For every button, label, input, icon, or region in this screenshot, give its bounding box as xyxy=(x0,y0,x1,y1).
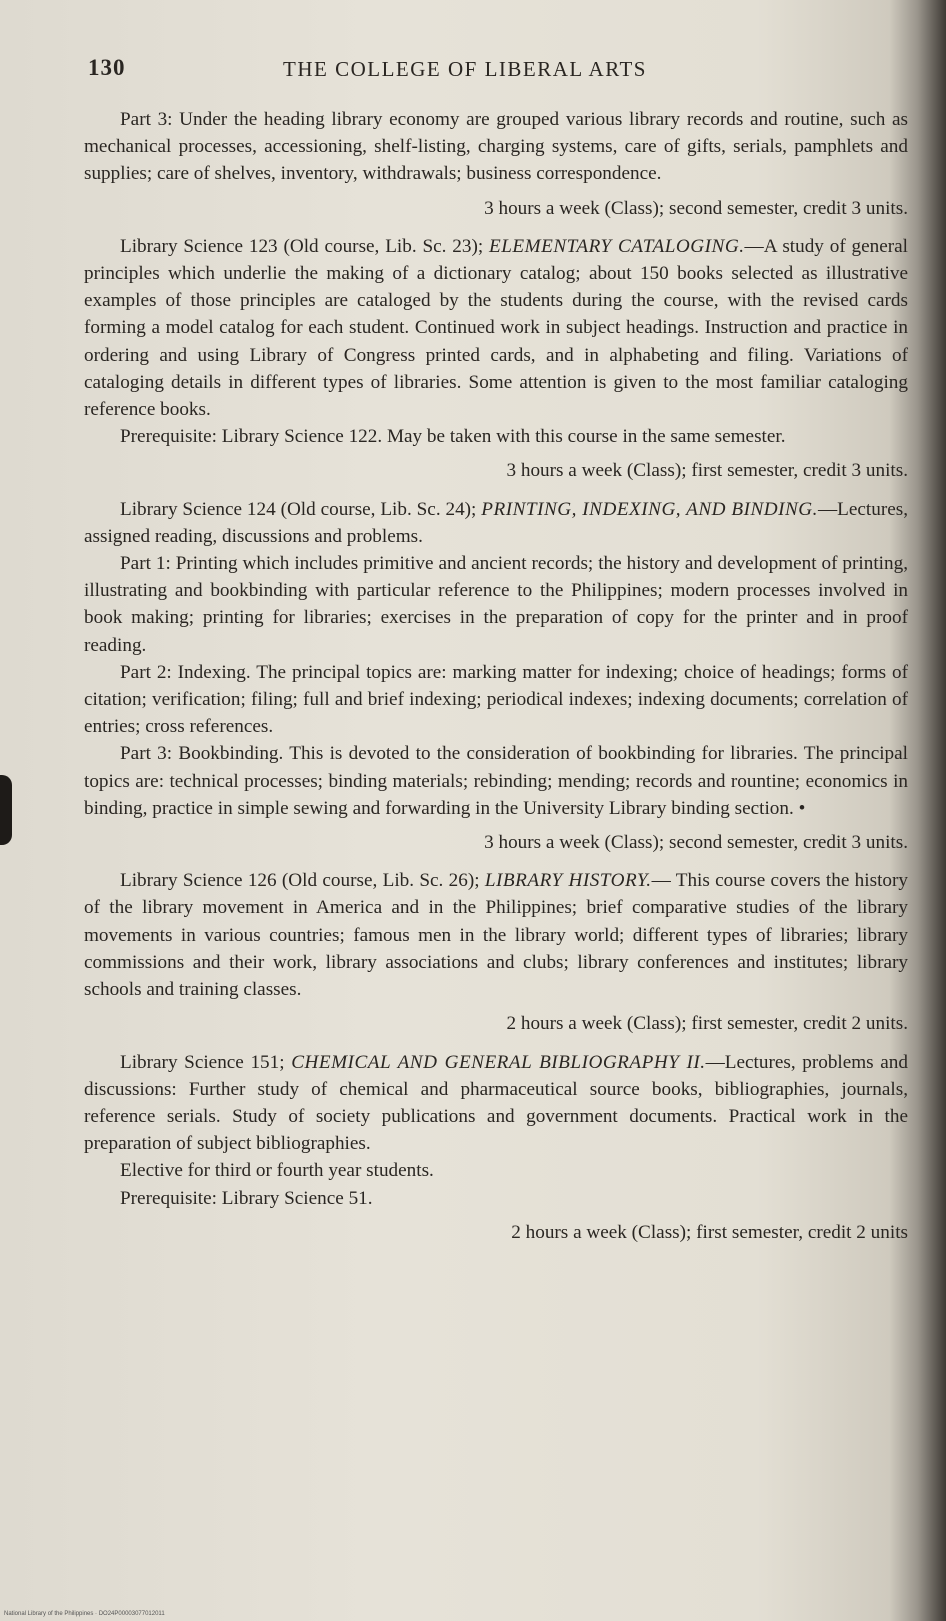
course-schedule-line: 3 hours a week (Class); first semester, credit 3 units. xyxy=(506,460,908,482)
paragraph-text: Elective for third or fourth year students. xyxy=(120,1160,434,1182)
course-title: PRINTING, INDEXING, AND BINDING. xyxy=(481,498,818,520)
body-paragraph xyxy=(84,1185,908,1212)
course-schedule-line: 2 hours a week (Class); first semester, credit 2 units xyxy=(511,1221,908,1243)
paragraph-text: Part 1: Printing which includes primitive and ancient records; the history and development of printing, illustrating and bookbinding with particular reference to the Philippines; modern processes involved in book making; printing for libraries; exercises in the preparation of copy for the printer and in proof reading. xyxy=(84,553,908,656)
running-title: THE COLLEGE OF LIBERAL ARTS xyxy=(283,57,647,81)
course-schedule-line: 3 hours a week (Class); second semester, credit 3 units. xyxy=(484,832,908,854)
body-paragraph xyxy=(84,1049,908,1158)
body-paragraph xyxy=(84,106,908,188)
paragraph-text: Library Science 124 (Old course, Lib. Sc. 24); xyxy=(120,498,482,520)
paragraph-text: Prerequisite: Library Science 51. xyxy=(120,1187,373,1209)
scan-footer-note: National Library of the Philippines · DO24P00003077012011 xyxy=(4,1611,165,1617)
body-paragraph xyxy=(84,1157,908,1184)
course-title: ELEMENTARY CATALOGING. xyxy=(489,235,745,257)
paragraph-text: Part 3: Bookbinding. This is devoted to the consideration of bookbinding for libraries. The principal topics are: technical processes; binding materials; rebinding; mending; records and rountine; economics in binding, practice in simple sewing and forwarding in the University Library binding section. • xyxy=(84,743,908,819)
course-schedule-line: 3 hours a week (Class); second semester, credit 3 units. xyxy=(484,197,908,219)
paragraph-text: Prerequisite: Library Science 122. May be taken with this course in the same semester. xyxy=(120,426,786,448)
paragraph-text: Part 3: Under the heading library economy are grouped various library records and routine, such as mechanical processes, accessioning, shelf-listing, charging systems, care of gifts, serials, pamphlets and supplies; care of shelves, inventory, withdrawals; business correspondence. xyxy=(84,109,908,185)
page-body xyxy=(84,106,908,1257)
paragraph-text: —A study of general principles which underlie the making of a dictionary catalog; about 150 books selected as illustrative examples of those principles are cataloged by the students during the course, with the revised cards forming a model catalog for each student. Continued work in subject headings. Instruction and practice in ordering and using Library of Congress printed cards, and in alphabeting and filing. Variations of cataloging details in different types of libraries. Some attention is given to the most familiar cataloging reference books. xyxy=(84,235,909,421)
paragraph-text: Part 2: Indexing. The principal topics are: marking matter for indexing; choice of headings; forms of citation; verification; filing; full and brief indexing; periodical indexes; indexing documents; correlation of entries; cross references. xyxy=(84,661,908,738)
body-paragraph xyxy=(84,550,908,659)
binding-edge-mark xyxy=(0,775,12,845)
paragraph-text: Library Science 126 (Old course, Lib. Sc. 26); xyxy=(120,870,485,892)
paragraph-text: —Lectures, problems and discussions: Further study of chemical and pharmaceutical source books, bibliographies, journals, reference serials. Study of society publications and government documents. Practical work in the preparation of subject bibliographies. xyxy=(84,1051,908,1155)
paragraph-text: Library Science 123 (Old course, Lib. Sc. 23); xyxy=(120,235,490,257)
body-paragraph xyxy=(84,423,908,450)
course-title: LIBRARY HISTORY. xyxy=(484,870,652,892)
paragraph-text: — This course covers the history of the library movement in America and in the Philippines; brief comparative studies of the library movements in various countries; famous men in the library world; different types of libraries; library commissions and their work, library associations and clubs; library conferences and institutes; library schools and training classes. xyxy=(84,870,908,1001)
body-paragraph xyxy=(84,496,908,550)
page-number: 130 xyxy=(88,55,126,80)
course-schedule-line: 2 hours a week (Class); first semester, credit 2 units. xyxy=(506,1013,908,1035)
course-title: CHEMICAL AND GENERAL BIBLIOGRAPHY II. xyxy=(291,1051,706,1073)
paragraph-text: —Lectures, assigned reading, discussions and problems. xyxy=(84,498,908,547)
body-paragraph xyxy=(84,659,908,741)
page-header xyxy=(88,55,908,91)
paragraph-text: Library Science 151; xyxy=(120,1051,292,1073)
body-paragraph xyxy=(84,233,908,423)
body-paragraph xyxy=(84,867,908,1003)
body-paragraph xyxy=(84,740,908,822)
